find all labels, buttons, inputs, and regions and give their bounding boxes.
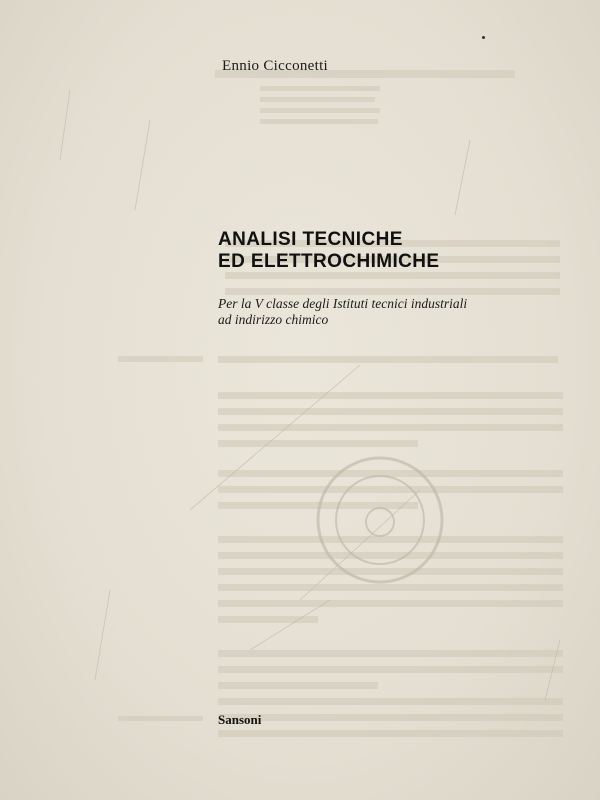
book-subtitle-line-1: Per la V classe degli Istituti tecnici industriali: [218, 296, 468, 311]
publisher-name: Sansoni: [218, 712, 262, 727]
ink-speck: [482, 36, 485, 39]
book-subtitle: [218, 296, 548, 328]
author-name: Ennio Cicconetti: [222, 58, 329, 74]
book-title: [218, 229, 439, 273]
book-title-line-2: ED ELETTROCHIMICHE: [218, 251, 440, 272]
book-subtitle-line-2: ad indirizzo chimico: [218, 312, 329, 327]
book-title-line-1: ANALISI TECNICHE: [218, 229, 403, 250]
